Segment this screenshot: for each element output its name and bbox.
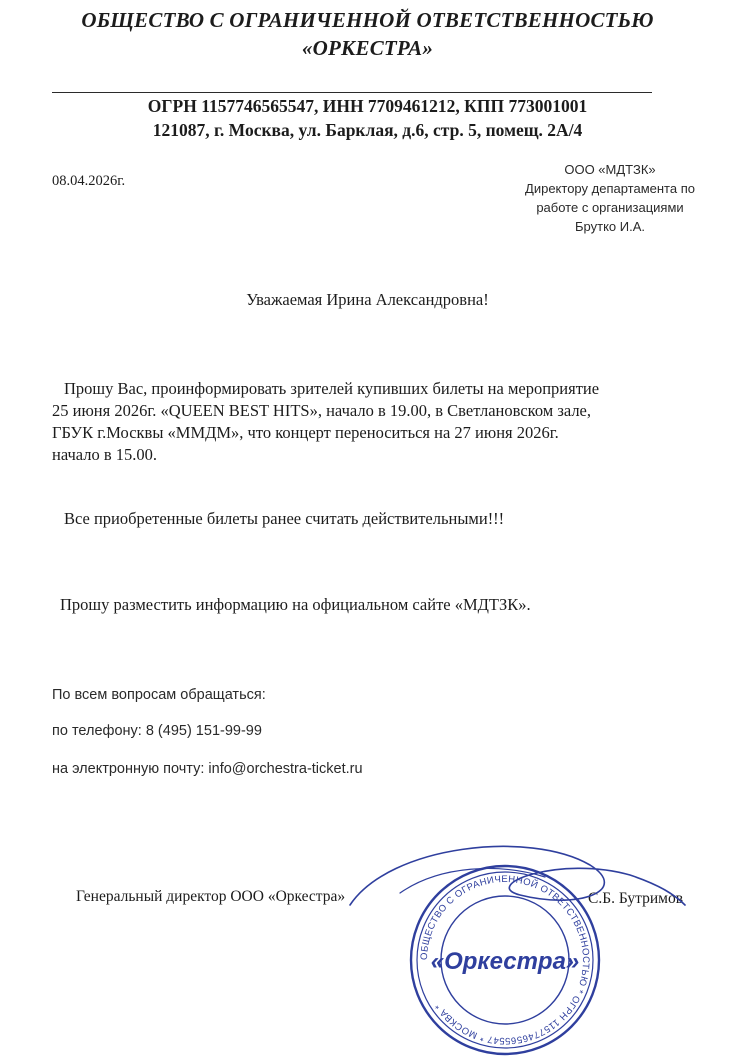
paragraph-line: начало в 15.00. xyxy=(52,445,158,464)
contacts-email: на электронную почту: info@orchestra-ticket.ru xyxy=(52,761,363,777)
company-seal xyxy=(405,860,605,1060)
org-requisites: ОГРН 1157746565547, ИНН 7709461212, КПП 773001001 xyxy=(147,96,588,116)
signatory-name: С.Б. Бутримов xyxy=(588,890,684,907)
org-name-line2: «ОРКЕСТРА» xyxy=(301,36,434,60)
addressee-line: ООО «МДТЗК» xyxy=(564,162,656,177)
contacts-intro: По всем вопросам обращаться: xyxy=(52,687,266,703)
seal-center-text: «Оркестра» xyxy=(430,948,580,975)
paragraph-line: ГБУК г.Москвы «ММДМ», что концерт переноситься на 27 июня 2026г. xyxy=(52,423,559,442)
paragraph-line: Прошу Вас, проинформировать зрителей купивших билеты на мероприятие xyxy=(64,379,600,398)
addressee-line: Директору департамента по xyxy=(525,181,695,196)
header-divider xyxy=(52,92,652,93)
addressee-line: работе с организациями xyxy=(536,200,684,215)
paragraph-publish-request: Прошу разместить информацию на официальном сайте «МДТЗК». xyxy=(60,595,531,614)
salutation: Уважаемая Ирина Александровна! xyxy=(246,290,489,309)
addressee-block xyxy=(500,160,720,236)
paragraph-tickets-valid: Все приобретенные билеты ранее считать действительными!!! xyxy=(64,509,505,528)
seal-ring-text: ОБЩЕСТВО С ОГРАНИЧЕННОЙ ОТВЕТСТВЕННОСТЬЮ * ОГРН 1157746565547 * МОСКВА * xyxy=(418,873,592,1047)
letter-date: 08.04.2026г. xyxy=(52,173,126,189)
org-address: 121087, г. Москва, ул. Барклая, д.6, стр. 5, помещ. 2А/4 xyxy=(152,120,583,140)
org-name-line1: ОБЩЕСТВО С ОГРАНИЧЕННОЙ ОТВЕТСТВЕННОСТЬЮ xyxy=(81,8,654,32)
paragraph-line: 25 июня 2026г. «QUEEN BEST HITS», начало в 19.00, в Светлановском зале, xyxy=(52,401,591,420)
addressee-line: Брутко И.А. xyxy=(575,219,645,234)
contacts-phone: по телефону: 8 (495) 151-99-99 xyxy=(52,723,262,739)
signatory-role: Генеральный директор ООО «Оркестра» xyxy=(76,888,346,905)
